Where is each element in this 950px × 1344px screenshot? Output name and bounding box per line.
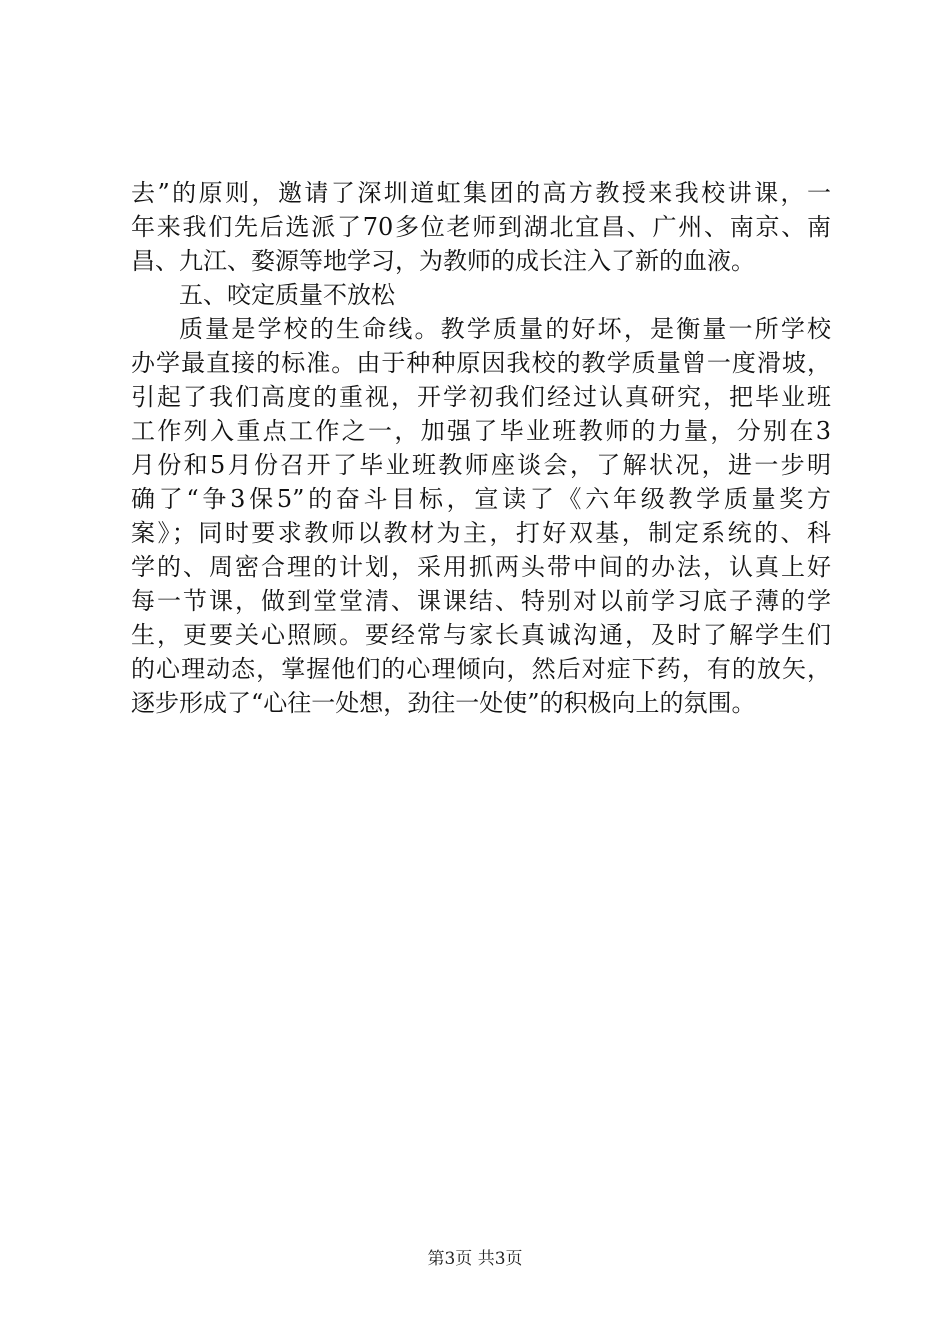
text-line: 每一节课，做到堂堂清、课课结、特别对以前学习底子薄的学: [131, 587, 831, 615]
text-line: 引起了我们高度的重视，开学初我们经过认真研究，把毕业班: [131, 383, 831, 411]
text-line: 月份和5月份召开了毕业班教师座谈会，了解状况，进一步明: [131, 451, 831, 479]
text-line: 工作列入重点工作之一，加强了毕业班教师的力量，分别在3: [131, 417, 831, 445]
text-line: 质量是学校的生命线。教学质量的好坏，是衡量一所学校: [179, 315, 831, 343]
text-line: 昌、九江、婺源等地学习，为教师的成长注入了新的血液。: [131, 247, 755, 275]
page-number-footer: 第3页 共3页: [427, 1249, 523, 1269]
text-line: 办学最直接的标准。由于种种原因我校的教学质量曾一度滑坡，: [131, 349, 831, 377]
document-body: [131, 176, 831, 720]
paragraph-quality: [131, 312, 831, 720]
text-line: 学的、周密合理的计划，采用抓两头带中间的办法，认真上好: [131, 553, 831, 581]
text-line: 生，更要关心照顾。要经常与家长真诚沟通，及时了解学生们: [131, 621, 831, 649]
text-line: 年来我们先后选派了70多位老师到湖北宜昌、广州、南京、南: [131, 213, 831, 241]
section-heading: 五、咬定质量不放松: [179, 281, 395, 309]
text-line: 去”的原则，邀请了深圳道虹集团的高方教授来我校讲课，一: [131, 179, 831, 207]
text-line: 案》；同时要求教师以教材为主，打好双基，制定系统的、科: [131, 519, 831, 547]
paragraph-continuation: [131, 176, 831, 278]
text-line: 确了“争3保5”的奋斗目标，宣读了《六年级教学质量奖方: [131, 485, 831, 513]
text-line: 的心理动态，掌握他们的心理倾向，然后对症下药，有的放矢，: [131, 655, 831, 683]
text-line: 逐步形成了“心往一处想，劲往一处使”的积极向上的氛围。: [131, 689, 756, 717]
